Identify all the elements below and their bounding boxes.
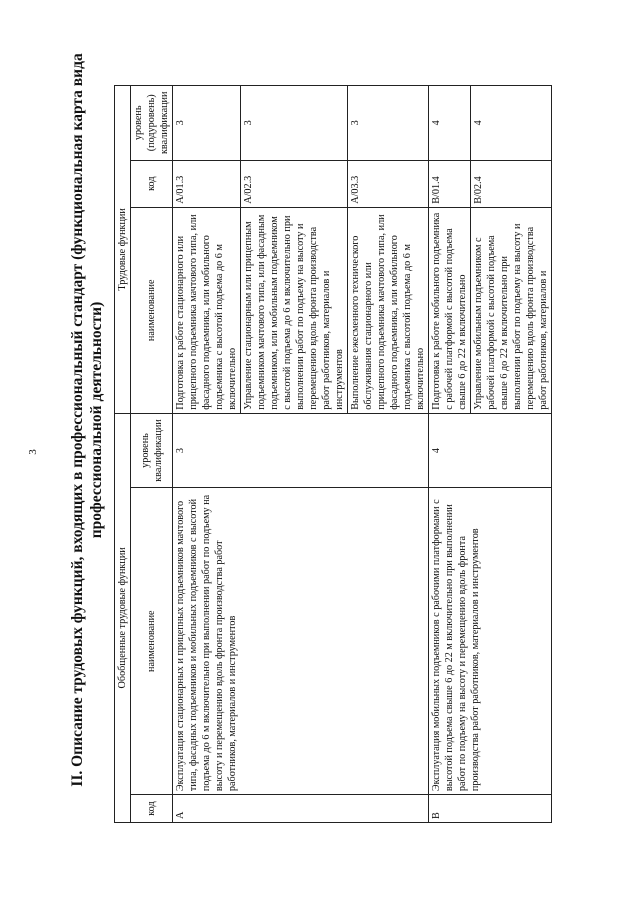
header-function-name: наименование [131, 207, 173, 413]
functional-map-table [114, 85, 552, 823]
section-title: II. Описание трудовых функций, входящих в профессиональный стандарт (функциональная карта вида профессиональной деятельности) [69, 53, 105, 787]
function-code: B/02.4 [471, 160, 552, 207]
function-name: Подготовка к работе стационарного или прицепного подъемника мачтового типа, или фасадного подъемника, или мобильного подъемника с высотой подъема до 6 м включительно [173, 207, 241, 413]
function-level: 3 [241, 86, 348, 161]
function-code: B/01.4 [429, 160, 471, 207]
header-name: наименование [131, 488, 173, 795]
row-b-level: 4 [429, 413, 552, 488]
header-function-code: код [131, 160, 173, 207]
header-sublevel: уровень (подуровень) квалификации [131, 86, 173, 161]
page-number: 3 [26, 449, 39, 455]
row-b-code: В [429, 795, 552, 823]
function-code: A/02.3 [241, 160, 348, 207]
row-b-name: Эксплуатация мобильных подъемников с рабочими платформами с высотой подъема свыше 6 до 22 м включительно при выполнении работ по подъему на высоту и перемещению вдоль фронта производства работ работников, материалов и инструментов [429, 488, 552, 795]
function-name: Подготовка к работе мобильного подъемника с рабочей платформой с высотой подъема свыше 6 до 22 м включительно [429, 207, 471, 413]
header-level: уровень квалификации [131, 413, 173, 488]
row-a-code: А [173, 795, 429, 823]
table-row [429, 86, 471, 823]
function-level: 4 [429, 86, 471, 161]
header-generalized: Обобщенные трудовые функции [115, 413, 131, 822]
header-functions: Трудовые функции [115, 86, 131, 414]
function-code: A/01.3 [173, 160, 241, 207]
function-level: 3 [348, 86, 429, 161]
row-a-name: Эксплуатация стационарных и прицепных подъемников мачтового типа, фасадных подъемников и мобильных подъемников с высотой подъема до 6 м включительно при выполнении работ по подъему на высоту и перемещению вдоль фронта производства работ работников, материалов и инструментов [173, 488, 429, 795]
function-name: Управление стационарным или прицепным подъемником мачтового типа, или фасадным подъемником, или мобильным подъемником с высотой подъема до 6 м включительно при выполнении работ по подъему на высоту и перемещению вдоль фронта производства работ работников, материалов и инструментов [241, 207, 348, 413]
function-level: 3 [173, 86, 241, 161]
function-name: Выполнение ежесменного технического обслуживания стационарного или прицепного подъемника мачтового типа, или фасадного подъемника, или мобильного подъемника с высотой подъема до 6 м включительно [348, 207, 429, 413]
function-name: Управление мобильным подъемником с рабочей платформой с высотой подъема свыше 6 до 22 м включительно при выполнении работ по подъему на высоту и перемещению вдоль фронта производства работ работников, материалов и [471, 207, 552, 413]
table-row [173, 86, 241, 823]
function-level: 4 [471, 86, 552, 161]
function-code: A/03.3 [348, 160, 429, 207]
row-a-level: 3 [173, 413, 429, 488]
header-code: код [131, 795, 173, 823]
